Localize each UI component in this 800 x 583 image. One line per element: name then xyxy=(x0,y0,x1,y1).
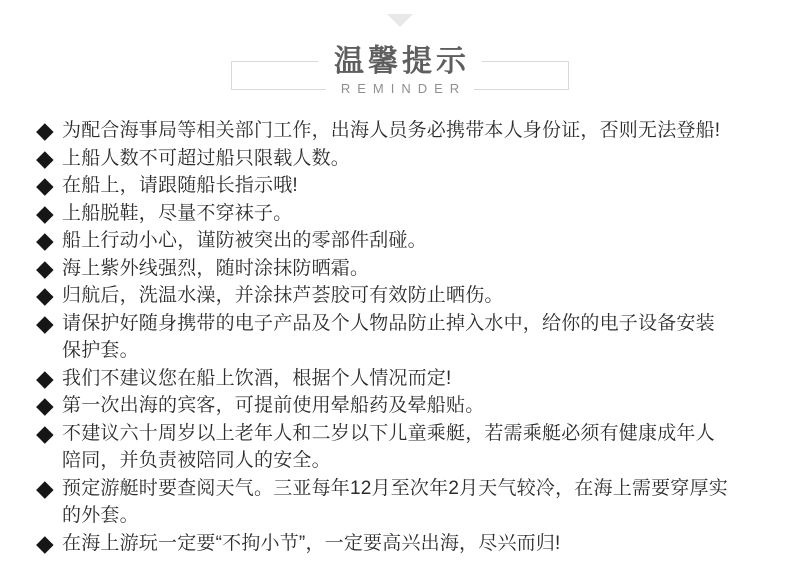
list-item xyxy=(36,365,800,393)
list-item xyxy=(36,310,800,365)
list-item xyxy=(36,475,800,530)
list-item xyxy=(36,145,800,173)
diamond-bullet-icon: ◆ xyxy=(36,309,54,336)
diamond-bullet-icon: ◆ xyxy=(36,364,54,391)
reminder-text: 在海上游玩一定要“不拘小节”，一定要高兴出海，尽兴而归! xyxy=(62,532,561,554)
list-item xyxy=(36,282,800,310)
diamond-bullet-icon: ◆ xyxy=(36,419,54,446)
diamond-bullet-icon: ◆ xyxy=(36,529,54,556)
list-item xyxy=(36,392,800,420)
list-item xyxy=(36,420,800,475)
reminder-text: 归航后，洗温水澡，并涂抹芦荟胶可有效防止晒伤。 xyxy=(62,285,504,306)
diamond-bullet-icon: ◆ xyxy=(36,282,54,308)
diamond-bullet-icon: ◆ xyxy=(36,227,54,253)
header-frame xyxy=(231,45,569,96)
diamond-bullet-icon: ◆ xyxy=(36,474,54,501)
diamond-bullet-icon: ◆ xyxy=(36,254,54,281)
reminder-text: 上船脱鞋，尽量不穿袜子。 xyxy=(62,202,293,224)
diamond-bullet-icon: ◆ xyxy=(36,199,54,226)
triangle-down-icon xyxy=(387,14,413,27)
list-item xyxy=(36,200,800,228)
reminder-text: 不建议六十周岁以上老年人和二岁以下儿童乘艇，若需乘艇必须有健康成年人陪同，并负责被陪同人的安全。 xyxy=(62,422,715,471)
diamond-bullet-icon: ◆ xyxy=(36,172,54,198)
list-item xyxy=(36,117,800,145)
reminder-text: 在船上，请跟随船长指示哦! xyxy=(62,175,298,196)
diamond-bullet-icon: ◆ xyxy=(36,117,54,143)
reminder-text: 请保护好随身携带的电子产品及个人物品防止掉入水中，给你的电子设备安装保护套。 xyxy=(62,312,715,361)
list-item xyxy=(36,255,800,283)
reminder-text: 船上行动小心，谨防被突出的零部件刮碰。 xyxy=(62,230,427,251)
reminder-text: 第一次出海的宾客，可提前使用晕船药及晕船贴。 xyxy=(62,395,485,416)
reminder-text: 海上紫外线强烈，随时涂抹防晒霜。 xyxy=(62,257,370,279)
list-item xyxy=(36,227,800,255)
list-item xyxy=(36,530,800,558)
reminder-text: 上船人数不可超过船只限载人数。 xyxy=(62,147,351,169)
reminder-text: 我们不建议您在船上饮酒，根据个人情况而定! xyxy=(62,367,452,389)
list-item xyxy=(36,172,800,200)
reminder-text: 预定游艇时要查阅天气。三亚每年12月至次年2月天气较冷，在海上需要穿厚实的外套。 xyxy=(62,477,728,526)
reminder-list xyxy=(0,117,800,557)
diamond-bullet-icon: ◆ xyxy=(36,144,54,171)
diamond-bullet-icon: ◆ xyxy=(36,392,54,418)
page-title: 温馨提示 xyxy=(318,46,482,78)
page-subtitle: REMINDER xyxy=(326,79,474,99)
reminder-text: 为配合海事局等相关部门工作，出海人员务必携带本人身份证，否则无法登船! xyxy=(62,120,721,141)
